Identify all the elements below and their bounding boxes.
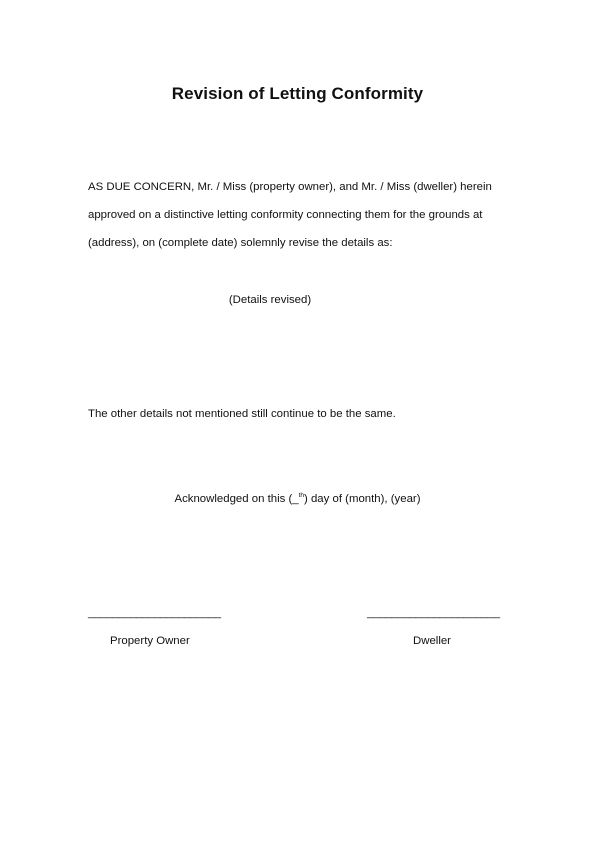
acknowledgement-line [0, 492, 595, 505]
dweller-signature-line: ______________________ [367, 607, 500, 619]
acknowledgement-prefix: Acknowledged on this (_ [174, 493, 299, 505]
document-title: Revision of Letting Conformity [171, 84, 424, 103]
acknowledgement-ordinal-suffix: th [298, 492, 305, 499]
acknowledgement-suffix: ) day of (month), (year) [304, 493, 421, 505]
property-owner-signature-line: ______________________ [88, 607, 221, 619]
body-paragraph-line-1: AS DUE CONCERN, Mr. / Miss (property owner), and Mr. / Miss (dweller) herein [88, 181, 492, 193]
details-revised-placeholder: (Details revised) [228, 294, 312, 306]
property-owner-label: Property Owner [110, 635, 190, 647]
body-paragraph-line-3: (address), on (complete date) solemnly revise the details as: [88, 237, 393, 249]
other-details-statement: The other details not mentioned still continue to be the same. [88, 408, 396, 420]
body-paragraph-line-2: approved on a distinctive letting conformity connecting them for the grounds at [88, 209, 483, 221]
dweller-label: Dweller [413, 635, 451, 647]
